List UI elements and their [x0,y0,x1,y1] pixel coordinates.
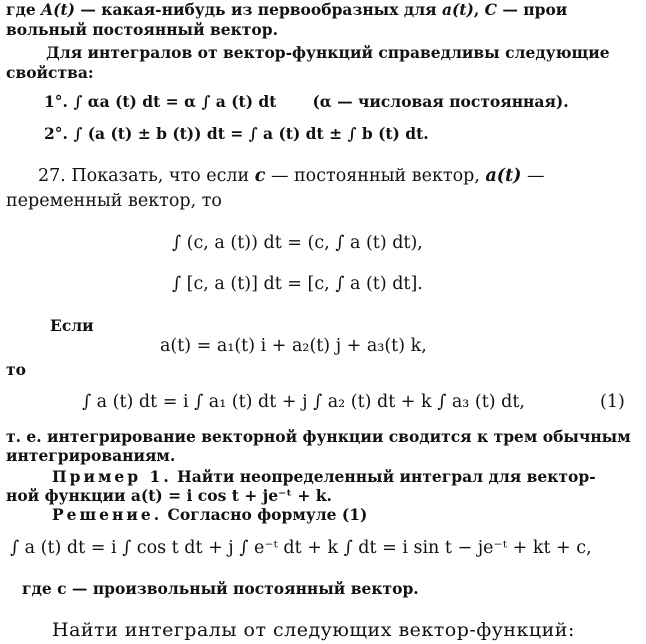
text-line-2: вольный постоянный вектор. [6,20,278,39]
text-te-2: интегрированиям. [6,446,176,465]
to-label: то [6,360,26,379]
equation-vector: ∫ [c, a (t)] dt = [c, ∫ a (t) dt]. [172,274,423,294]
section-heading: Найти интегралы от следующих вектор-функций: [52,619,575,641]
example-line-2: ной функции a(t) = i cos t + je⁻ᵗ + k. [6,486,332,505]
decomposition-equation: a(t) = a₁(t) i + a₂(t) j + a₃(t) k, [160,336,427,356]
text-line-4: свойства: [6,63,94,82]
solution-equation: ∫ a (t) dt = i ∫ cos t dt + j ∫ e⁻ᵗ dt + k ∫ dt = i sin t − je⁻ᵗ + kt + c, [10,538,592,558]
example-line-1: Пример 1. Найти неопределенный интеграл для вектор- [52,467,596,486]
equation-scalar: ∫ (c, a (t)) dt = (c, ∫ a (t) dt), [172,233,423,253]
text-te-1: т. е. интегрирование векторной функции сводится к трем обычным [6,427,631,446]
problem-27-line-2: переменный вектор, то [6,191,222,211]
equation-number: (1) [600,392,625,412]
esli-label: Если [50,316,94,335]
solution-line: Решение. Согласно формуле (1) [52,505,368,524]
property-2: 2°. ∫ (a (t) ± b (t)) dt = ∫ a (t) dt ± ∫ b (t) dt. [44,124,429,143]
main-equation: ∫ a (t) dt = i ∫ a₁ (t) dt + j ∫ a₂ (t) dt + k ∫ a₃ (t) dt, [82,392,525,412]
text-line-3: Для интегралов от вектор-функций справедливы следующие [46,43,610,62]
text-line-1: где A(t) — какая-нибудь из первообразных для a(t), C — прои [6,0,568,19]
property-1: 1°. ∫ αa (t) dt = α ∫ a (t) dt (α — числовая постоянная). [44,92,569,111]
solution-after: где c — произвольный постоянный вектор. [22,579,419,598]
problem-27-line-1: 27. Показать, что если c — постоянный вектор, a(t) — [38,166,545,186]
